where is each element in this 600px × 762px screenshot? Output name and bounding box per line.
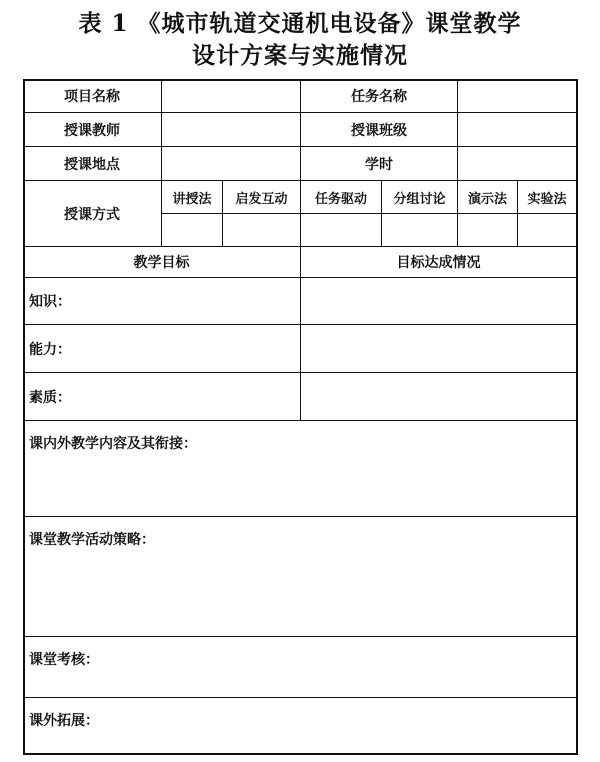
label-assessment: 课堂考核： bbox=[29, 652, 99, 668]
method-heuristic-interaction: 启发互动 bbox=[235, 191, 288, 207]
header-teaching-goals: 教学目标 bbox=[133, 255, 190, 271]
header-goal-achievement: 目标达成情况 bbox=[396, 255, 481, 271]
border-bottom bbox=[23, 753, 578, 755]
value-project-name[interactable] bbox=[162, 81, 300, 112]
label-class: 授课班级 bbox=[351, 122, 407, 139]
label-project-name: 项目名称 bbox=[64, 88, 120, 105]
method-demonstration: 演示法 bbox=[467, 191, 507, 207]
value-teacher[interactable] bbox=[162, 113, 300, 146]
label-course-content: 课内外教学内容及其衔接： bbox=[29, 436, 197, 452]
label-location: 授课地点 bbox=[64, 156, 120, 173]
table-title-line-1: 表 1 《城市轨道交通机电设备》课堂教学 bbox=[78, 10, 522, 37]
label-ability: 能力： bbox=[29, 341, 71, 358]
value-location[interactable] bbox=[162, 147, 300, 180]
method-experiment: 实验法 bbox=[527, 191, 567, 207]
label-task-name: 任务名称 bbox=[351, 88, 407, 105]
label-teacher: 授课教师 bbox=[64, 122, 120, 139]
value-class[interactable] bbox=[458, 113, 576, 146]
method-group-discussion: 分组讨论 bbox=[393, 191, 446, 207]
value-task-name[interactable] bbox=[458, 81, 576, 112]
label-knowledge: 知识： bbox=[29, 294, 71, 310]
method-task-driven: 任务驱动 bbox=[314, 191, 367, 207]
method-lecture: 讲授法 bbox=[172, 191, 212, 207]
rule bbox=[161, 213, 578, 214]
label-hours: 学时 bbox=[365, 156, 393, 173]
value-hours[interactable] bbox=[458, 147, 576, 180]
label-quality: 素质： bbox=[29, 389, 71, 406]
label-extension: 课外拓展： bbox=[29, 713, 99, 729]
label-teaching-method: 授课方式 bbox=[64, 206, 120, 223]
label-activity-strategy: 课堂教学活动策略： bbox=[29, 532, 155, 548]
lesson-design-form bbox=[23, 79, 578, 755]
table-title-line-2: 设计方案与实施情况 bbox=[192, 42, 408, 69]
